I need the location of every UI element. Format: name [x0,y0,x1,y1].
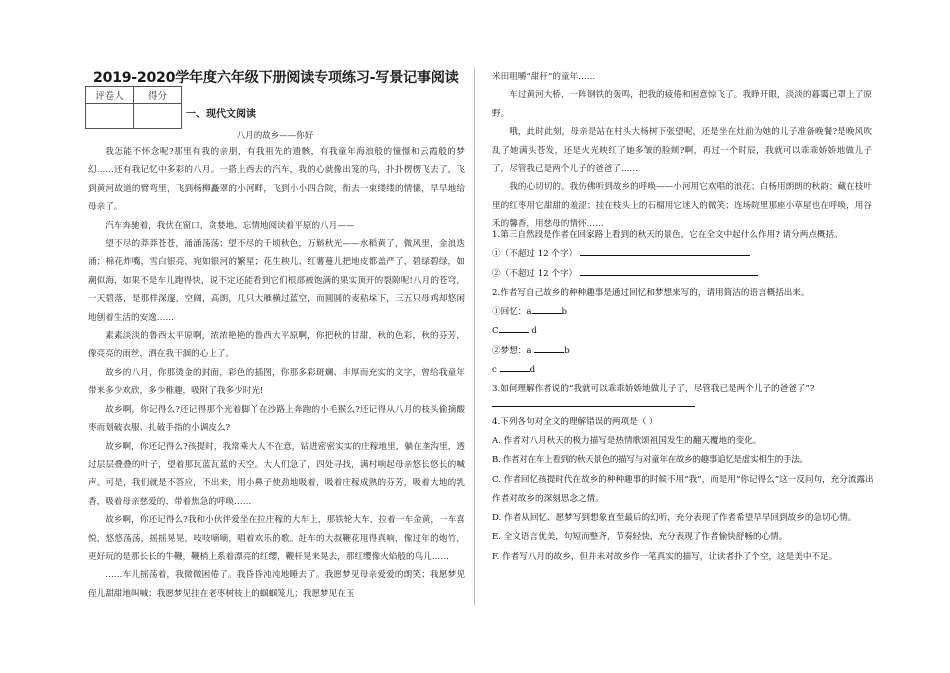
question-2-dream-b: b [564,345,570,356]
question-2-dream-blank-ab[interactable] [534,342,564,353]
passage-paragraph: 故乡的八月，你那烫金的封面，彩色的插图，你那多彩斑斓、丰厚而充实的文字，曾给我童年带来多少欢欣，多少稚趣，吸附了我多少时光! [88,367,465,397]
passage-paragraph: 米田咀嚼“甜秆”的童年…… [492,72,596,82]
passage-paragraph: 汽车奔驰着，我伏在窗口，贪婪地、忘情地阅读着平原的八月—— [105,220,355,231]
question-4-option-e: E. 全文语言优美，句短而整齐，节奏轻快，充分表现了作者愉快舒畅的心情。 [492,532,788,543]
passage-paragraph: 车过黄河大桥，一阵钢铁的轰鸣，把我的疲倦和困意惊飞了。我睁开眼，淡淡的暮霭已罩上了原野。 [492,90,872,119]
passage-paragraph: 素素淡淡的鲁西太平原啊，浓浓艳艳的鲁西大平原啊，你把秋的甘甜，秋的色彩，秋的芬芳，像亮亮的雨丝，洒在我干涸的心上了。 [88,331,465,360]
question-2-recall-d: d [531,326,537,337]
question-1-line-2 [492,265,874,284]
question-2-dream-blank-cd[interactable] [500,361,530,372]
question-1-stem: 1.第三自然段是作者在回家路上看到的秋天的景色，它在全文中起什么作用? 请分两点概括。 [492,230,843,240]
question-4-option-f: F. 作者写八月的故乡，但并未对故乡作一笔真实的描写，让读者扑了个空，这是美中不足。 [492,551,838,562]
question-1-answer-blank-2[interactable] [580,265,758,276]
question-2-recall-label: ①回忆：a [492,307,532,318]
question-1-line-1-label: ①（不超过 12 个字） [492,249,578,260]
question-2-recall-blank-ab[interactable] [532,303,562,314]
question-2-recall-c: C [492,326,499,337]
section-heading: 一、现代文阅读 [186,109,256,120]
question-2-recall-line-1 [492,303,874,322]
passage-right-column [492,68,872,234]
question-2-stem: 2.作者写自己故乡的种种趣事是通过回忆和梦想来写的，请用简洁的语言概括出来。 [492,287,810,298]
exam-title: 2019-2020学年度六年级下册阅读专项练习-写景记事阅读 [93,70,459,86]
passage-paragraph: 哦，此时此刻，母亲是站在村头大杨树下张望呢，还是坐在灶前为她的儿子准备晚餐?是晚风吹乱了她满头苍发，还是火光映红了她多皱的脸颊?啊，再过一个时辰，我就可以乖乖娇娇地做儿子了，尽管我已是两个儿子的爸爸了…… [492,127,872,175]
column-divider [474,68,475,606]
score-table-cell-grader [86,104,134,129]
question-1-answer-blank-1[interactable] [580,245,750,256]
score-table-header-grader: 评卷人 [86,87,134,104]
passage-paragraph: 我怎能不怀念呢?那里有我的亲朋，有我祖先的遗骸，有我童年海浪般的憧憬和云霞般的梦幻……还有我记忆中多彩的八月。一搭上西去的汽车，我的心就像出笼的鸟，扑扑楞楞飞去了，飞到黄河故道的臂弯里，飞到杨柳矗翠的小河畔，飞到小小四合院，衔去一束缕缕的情愫，早早地给母亲了。 [88,147,465,213]
score-table-cell-score [134,104,182,129]
passage-paragraph: 故乡啊，你还记得么?孩提时，我常乘大人不在意，钻进密密实实的庄稼地里，躺在垄沟里，透过层层叠叠的叶子，望着那瓦蓝瓦蓝的天空。大人们急了，四处寻找，满村响起母亲悠长悠长的喊声。可是，我们就是不答应，不出来，用小鼻子使劲地吸着，吸着庄稼成熟的芬芳，吸着大地的乳香，吸着母亲慈爱的、带着焦急的呼唤…… [88,441,465,507]
question-2-recall-blank-cd[interactable] [499,322,529,333]
question-1-line-2-label: ②（不超过 12 个字） [492,268,578,279]
question-4-option-d: D. 作者从回忆、愿梦写到想象直至最后的幻听，充分表现了作者希望早早回到故乡的急切心情。 [492,513,857,524]
question-2-dream-c: c [492,365,497,376]
passage-paragraph: 望不尽的莽莽苍苍，涌涌荡荡；望不尽的千顷秋色，万斛秋光——水稻黄了，微风里，金浪迭涌；棉花炸嘴，雪白银亮，宛如银河的繁星；花生秧儿、红薯蔓儿把地皮都盖严了，碧绿碧绿，如潮似海，如果不是车儿跑得快，说不定还能看到它们根部被饱满的果实顶开的裂隙呢!八月的苍穹，一天碧落，是那样深邃，空阔，高朗，几只大雁横过蓝空，而圆圆的麦秸垛下，三五只母鸡却悠闲地刨着生活的安逸…… [88,239,465,323]
question-4-option-b: B. 作者对在车上看到的秋天景色的描写与对童年在故乡的趣事追忆是虚实相生的手法。 [492,455,808,466]
passage-paragraph: 故乡啊，你还记得么?我和小伙伴爱坐在拉庄稼的大车上，那铁轮大车，拉着一车金黄，一车喜悦，悠悠荡荡，摇摇晃晃，吱吱嘀嘀，唱着欢乐的歌。赶车的大叔鞭花甩得真响，像过年的炮竹，更好玩的是那长长的牛鞭，鞭梢上系着漂亮的红缨，鞭杆晃来晃去，那红缨像火焰般的鸟儿…… [88,515,465,562]
score-table [85,86,182,129]
question-4-stem: 4.下列各句对全文的理解错误的两项是（ ） [492,416,658,427]
question-2-dream-line-2 [492,361,874,380]
questions-section [492,226,874,567]
question-4-option-c: C. 作者回忆孩提时代在故乡的种种趣事的时候不用“我”，而是用“你记得么”这一反问句，充分流露出作者对故乡的深刻思念之情。 [492,474,874,504]
story-title: 八月的故乡——你好 [236,131,314,141]
passage-paragraph: ……车儿摇荡着，我微微困倦了。我昏昏沌沌地睡去了。我愿梦见母亲爱爱的朗笑；我愿梦见侄儿甜甜地叫喊；我愿梦见挂在老枣树枝上的蝈蝈笼儿；我愿梦见在玉 [88,570,465,599]
passage-left-column [88,143,465,603]
question-2-recall-line-2 [492,322,874,341]
question-2-dream-line-1 [492,342,874,361]
question-2-dream-label: ②梦想：a [492,345,532,356]
question-4-option-a: A. 作者对八月秋天的极力描写是热情歌颂祖国发生的翻天覆地的变化。 [492,435,762,446]
question-3-answer-blank[interactable] [492,400,695,407]
question-1-line-1 [492,245,874,264]
question-2-recall-b: b [561,307,568,318]
score-table-header-score: 得分 [134,87,182,104]
passage-paragraph: 故乡啊，你记得么?还记得那个光着脚丫在沙路上奔跑的小毛猴么?还记得从八月的枝头偷摘酸枣而划破衣服、扎破手指的小调皮么? [88,404,465,434]
question-3-stem: 3.如何理解作者说的“我就可以乖乖娇娇地做儿子了，尽管我已是两个儿子的爸爸了”? [492,384,815,395]
passage-paragraph: 我的心切切的。我仿佛听到故乡的呼唤——小河用它欢唱的浪花；白杨用朗朗的秋韵；藏在枝叶里的红枣用它甜甜的羞涩；挂在枝头上的石榴用它迷人的微笑；连场院里那座小草屋也在呼唤，用谷禾的馨香，用慈母的情怀…… [492,182,872,230]
question-2-dream-d: d [529,365,536,376]
